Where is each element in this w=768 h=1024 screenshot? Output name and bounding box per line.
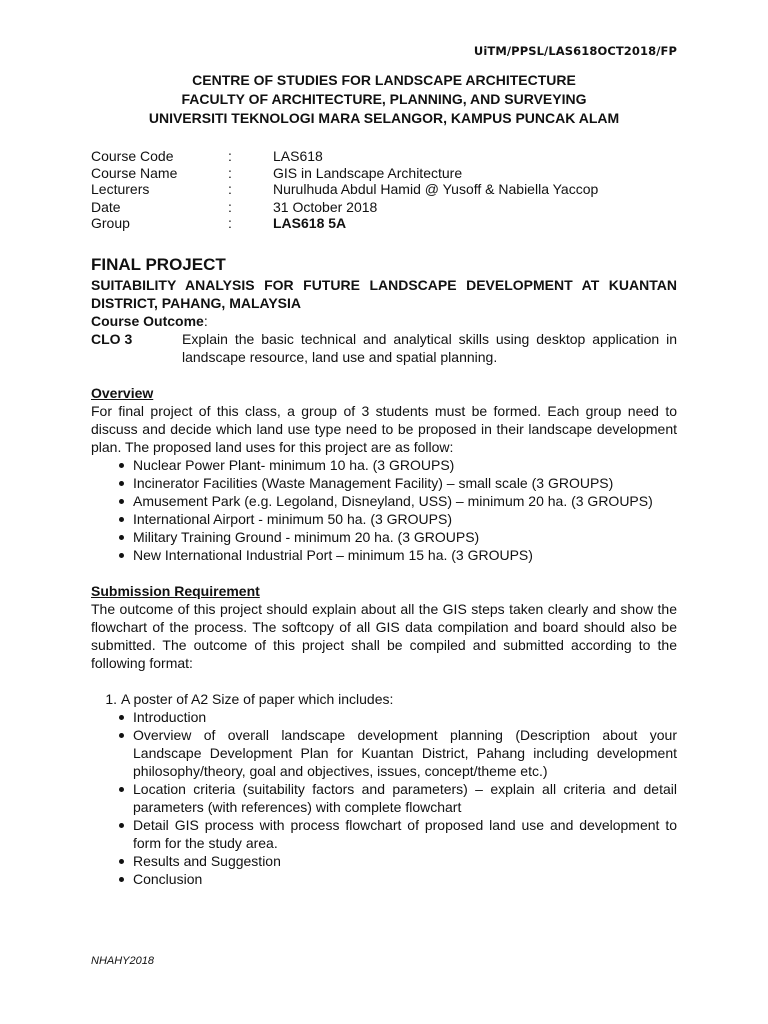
project-subtitle: SUITABILITY ANALYSIS FOR FUTURE LANDSCAPE DEVELOPMENT AT KUANTAN DISTRICT, PAHANG, MALAYSIA — [91, 277, 677, 311]
spacer — [91, 366, 677, 384]
spacer — [91, 564, 677, 582]
list-item: Amusement Park (e.g. Legoland, Disneyland, USS) – minimum 20 ha. (3 GROUPS) — [133, 492, 677, 510]
info-colon: : — [228, 148, 232, 164]
land-use-list — [91, 456, 677, 564]
list-item: Conclusion — [133, 870, 677, 888]
info-colon: : — [228, 198, 232, 215]
info-label: Lecturers — [91, 181, 150, 197]
project-title: FINAL PROJECT — [91, 255, 226, 274]
info-value: 31 October 2018 — [273, 198, 378, 215]
info-row-course-name — [91, 165, 691, 182]
page-footer: NHAHY2018 — [91, 955, 154, 967]
info-label: Course Name — [91, 164, 178, 181]
info-row-group — [91, 215, 691, 232]
submission-text: The outcome of this project should explain about all the GIS steps taken clearly and show the flowchart of the process. The softcopy of all GIS data compilation and board should also be submitted. The outcome of this project shall be compiled and submitted according to the following format: — [91, 601, 677, 671]
list-item: Incinerator Facilities (Waste Management Facility) – small scale (3 GROUPS) — [133, 474, 677, 492]
submission-heading: Submission Requirement — [91, 583, 260, 599]
numbered-item-poster — [91, 690, 677, 708]
clo-label: CLO 3 — [91, 331, 133, 347]
item-number: 1. — [105, 691, 117, 707]
list-item: Detail GIS process with process flowchart of proposed land use and development to form for the study area. — [133, 817, 677, 851]
item-text: A poster of A2 Size of paper which includes: — [121, 691, 394, 707]
spacer — [91, 672, 677, 690]
list-item: Overview of overall landscape development planning (Description about your Landscape Development Plan for Kuantan District, Pahang including development philosophy/theory, goal and objectives, issues, concept/theme etc.) — [133, 727, 677, 779]
overview-text: For final project of this class, a group of 3 students must be formed. Each group need to discuss and decide which land use type need to be proposed in their landscape development plan. The proposed land uses for this project are as follow: — [91, 403, 677, 455]
info-colon: : — [228, 181, 232, 197]
info-row-course-code — [91, 148, 691, 165]
main-content — [91, 255, 677, 888]
clo-row — [91, 330, 677, 366]
list-item: Results and Suggestion — [133, 852, 677, 870]
clo-text: Explain the basic technical and analytical skills using desktop application in landscape resource, land use and spatial planning. — [182, 331, 677, 365]
poster-contents-list — [91, 708, 677, 888]
course-outcome-label — [91, 312, 677, 330]
overview-heading: Overview — [91, 385, 154, 401]
info-colon: : — [228, 215, 232, 231]
list-item: Introduction — [133, 708, 677, 726]
list-item: Nuclear Power Plant- minimum 10 ha. (3 GROUPS) — [133, 456, 677, 474]
info-value: LAS618 — [273, 148, 323, 164]
info-value: Nurulhuda Abdul Hamid @ Yusoff & Nabiella Yaccop — [273, 181, 599, 197]
info-value: GIS in Landscape Architecture — [273, 164, 463, 181]
header-line-university: UNIVERSITI TEKNOLOGI MARA SELANGOR, KAMPUS PUNCAK ALAM — [148, 110, 620, 126]
info-label: Course Code — [91, 148, 174, 164]
list-item: Military Training Ground - minimum 20 ha. (3 GROUPS) — [133, 528, 677, 546]
list-item: International Airport - minimum 50 ha. (3 GROUPS) — [133, 510, 677, 528]
course-outcome-colon: : — [203, 313, 208, 329]
course-outcome-text: Course Outcome — [91, 313, 204, 329]
info-row-lecturers — [91, 181, 691, 198]
info-label: Date — [91, 198, 121, 215]
institution-header — [0, 71, 768, 128]
info-value: LAS618 5A — [273, 215, 347, 231]
list-item: New International Industrial Port – minimum 15 ha. (3 GROUPS) — [133, 546, 677, 564]
course-info-table — [91, 148, 691, 232]
info-colon: : — [228, 164, 232, 181]
document-reference: UiTM/PPSL/LAS618OCT2018/FP — [473, 44, 677, 58]
header-line-faculty: FACULTY OF ARCHITECTURE, PLANNING, AND SURVEYING — [181, 91, 587, 107]
list-item: Location criteria (suitability factors and parameters) – explain all criteria and detail parameters (with references) with complete flowchart — [133, 781, 677, 815]
info-row-date — [91, 199, 691, 216]
info-label: Group — [91, 215, 130, 231]
header-line-centre: CENTRE OF STUDIES FOR LANDSCAPE ARCHITECTURE — [192, 72, 576, 88]
